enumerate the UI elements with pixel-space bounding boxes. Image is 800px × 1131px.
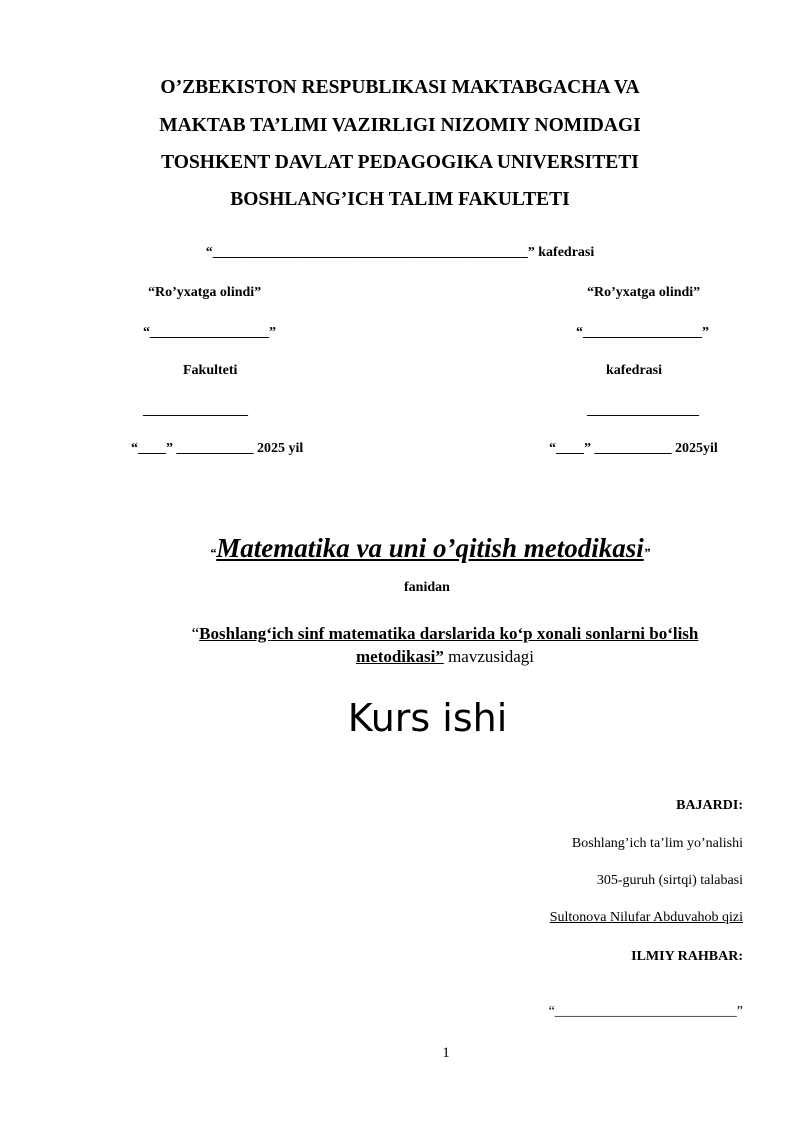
document-type-title: Kurs ishi bbox=[347, 696, 508, 740]
header-line-2: MAKTAB TA’LIMI VAZIRLIGI NIZOMIY NOMIDAGI bbox=[159, 115, 641, 136]
page-number: 1 bbox=[442, 1045, 450, 1061]
advisor-heading: ILMIY RAHBAR: bbox=[631, 949, 743, 964]
subject-suffix: fanidan bbox=[404, 580, 450, 595]
subject-close-quote: ” bbox=[643, 545, 651, 560]
right-date: “____” ___________ 2025yil bbox=[549, 441, 718, 456]
header-line-3: TOSHKENT DAVLAT PEDAGOGIKA UNIVERSITETI bbox=[161, 152, 639, 173]
right-registered: “Ro’yxatga olindi” bbox=[587, 285, 701, 300]
topic-line-2 bbox=[150, 645, 740, 668]
topic-title-line-2: metodikasi” bbox=[355, 647, 444, 666]
topic-line-1 bbox=[150, 622, 740, 645]
right-blank-quoted: “_________________” bbox=[576, 325, 709, 340]
advisor-blank: “__________________________” bbox=[548, 1004, 743, 1019]
header-line-4: BOSHLANG’ICH TALIM FAKULTETI bbox=[230, 189, 570, 210]
left-label-fakulteti: Fakulteti bbox=[183, 363, 238, 378]
kafedra-open-quote: “ bbox=[205, 245, 213, 260]
author-heading: BAJARDI: bbox=[676, 798, 743, 813]
left-blank-quoted: “_________________” bbox=[143, 325, 276, 340]
right-label-kafedrasi: kafedrasi bbox=[606, 363, 662, 378]
subject-title: Matematika va uni o’qitish metodikasi bbox=[216, 533, 644, 563]
left-registered: “Ro’yxatga olindi” bbox=[148, 285, 262, 300]
left-date: “____” ___________ 2025 yil bbox=[131, 441, 304, 456]
left-signature-line: _______________ bbox=[143, 403, 248, 418]
topic-open-quote: “ bbox=[191, 624, 200, 643]
kafedra-blank: _____________________________________________ bbox=[212, 245, 528, 260]
author-name: Sultonova Nilufar Abduvahob qizi bbox=[549, 910, 743, 925]
author-group: 305-guruh (sirtqi) talabasi bbox=[596, 873, 743, 888]
subject-open-quote: “ bbox=[209, 545, 217, 560]
header-line-1: O’ZBEKISTON RESPUBLIKASI MAKTABGACHA VA bbox=[160, 77, 640, 98]
kafedra-line bbox=[0, 245, 800, 261]
topic-title-line-1: Boshlang‘ich sinf matematika darslarida ko‘p xonali sonlarni bo‘lish bbox=[199, 624, 699, 643]
subject-line bbox=[0, 533, 800, 564]
topic-block bbox=[150, 622, 740, 668]
right-signature-line: ________________ bbox=[587, 403, 699, 418]
kafedra-label: ” kafedrasi bbox=[527, 245, 595, 260]
topic-suffix: mavzusidagi bbox=[443, 647, 534, 666]
author-direction: Boshlang’ich ta’lim yo’nalishi bbox=[571, 836, 743, 851]
